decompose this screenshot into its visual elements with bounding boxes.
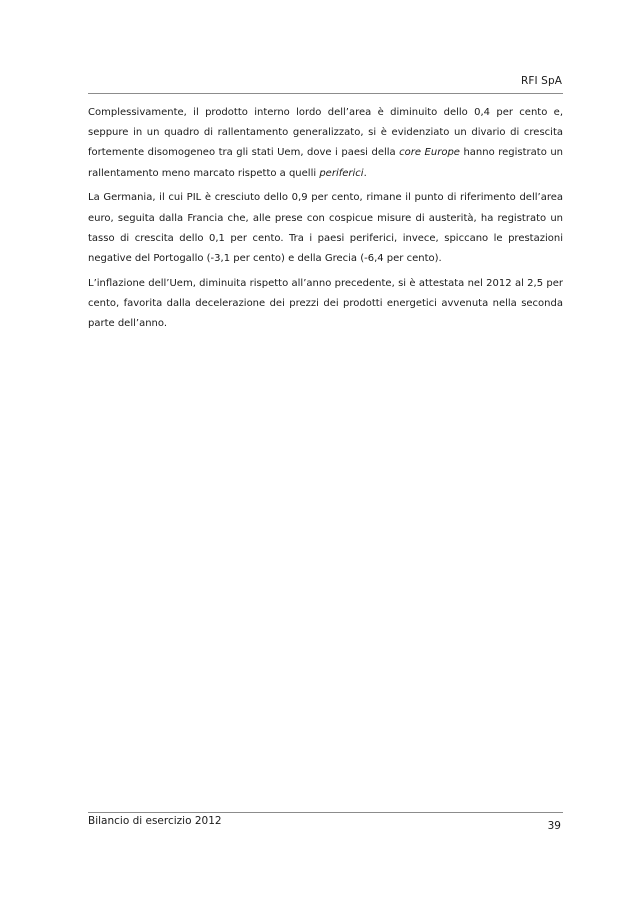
paragraph-inflation: L’inflazione dell’Uem, diminuita rispetto all’anno precedente, si è attestata nel 2012 al 2,5 per cento, favorita dalla decelerazione dei prezzi dei prodotti energetici avvenuta nella seconda parte dell’anno. (88, 277, 563, 330)
emphasis-core-europe: core Europe (399, 147, 460, 159)
header-company-name: RFI SpA (521, 75, 562, 87)
paragraph-germany: La Germania, il cui PIL è cresciuto dello 0,9 per cento, rimane il punto di riferimento dell’area euro, seguita dalla Francia che, alle prese con cospicue misure di austerità, ha registrato un tasso di crescita dello 0,1 per cento. Tra i paesi periferici, invece, spiccano le prestazioni negative del Portogallo (-3,1 per cento) e della Grecia (-6,4 per cento). (88, 192, 563, 264)
footer-divider (88, 812, 563, 813)
body-text (88, 103, 563, 339)
footer-document-title: Bilancio di esercizio 2012 (88, 815, 222, 827)
paragraph-gdp (88, 103, 563, 184)
paragraph-gdp-text-2: hanno registrato un rallentamento meno marcato rispetto a quelli (88, 147, 563, 179)
header-divider (88, 93, 563, 94)
page-number: 39 (547, 820, 561, 832)
emphasis-periferici: periferici (319, 167, 364, 179)
paragraph-gdp-text: Complessivamente, il prodotto interno lordo dell’area è diminuito dello 0,4 per cento e, seppure in un quadro di rallentamento generalizzato, si è evidenziato un divario di crescita fortemente disomogeneo tra gli stati Uem, dove i paesi della (88, 107, 563, 159)
paragraph-gdp-text-3: . (363, 167, 367, 179)
